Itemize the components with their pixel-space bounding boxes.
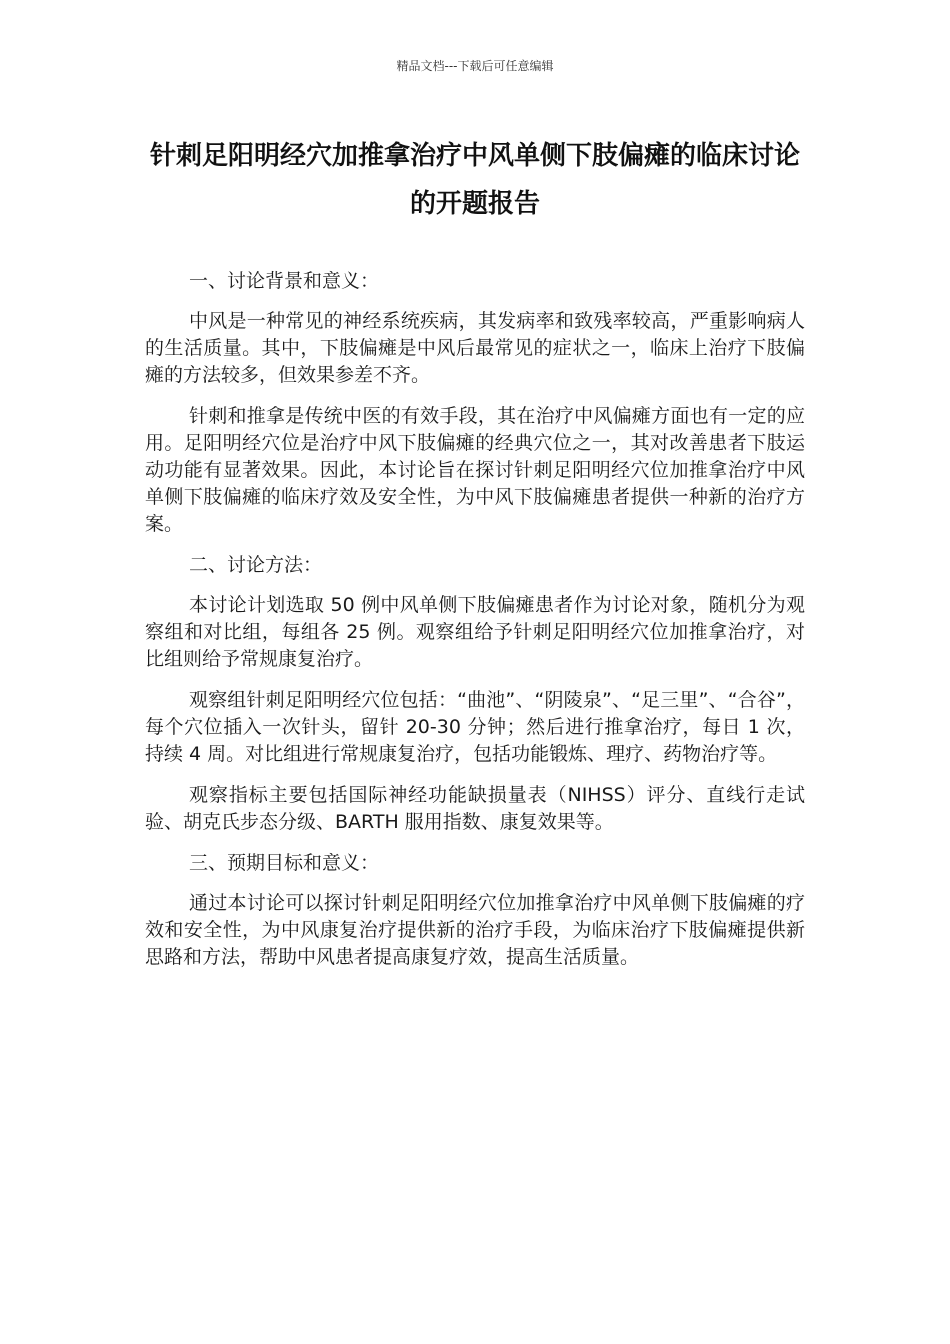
paragraph: 本讨论计划选取 50 例中风单侧下肢偏瘫患者作为讨论对象，随机分为观察组和对比组，每组各 25 例。观察组给予针刺足阳明经穴位加推拿治疗，对比组则给予常规康复治疗。 <box>145 594 805 670</box>
section-heading-goals: 三、预期目标和意义： <box>189 852 380 874</box>
header-note: 精品文档---下载后可任意编辑 <box>396 59 554 73</box>
paragraph: 观察组针刺足阳明经穴位包括：“曲池”、“阴陵泉”、“足三里”、“合谷”，每个穴位插入一次针头，留针 20-30 分钟；然后进行推拿治疗，每日 1 次，持续 4 周。对比组进行常规康复治疗，包括功能锻炼、理疗、药物治疗等。 <box>145 689 805 765</box>
paragraph: 针刺和推拿是传统中医的有效手段，其在治疗中风偏瘫方面也有一定的应用。足阳明经穴位是治疗中风下肢偏瘫的经典穴位之一，其对改善患者下肢运动功能有显著效果。因此，本讨论旨在探讨针刺足阳明经穴位加推拿治疗中风单侧下肢偏瘫的临床疗效及安全性，为中风下肢偏瘫患者提供一种新的治疗方案。 <box>145 405 805 535</box>
document-body <box>145 268 805 985</box>
document-title: 针刺足阳明经穴加推拿治疗中风单侧下肢偏瘫的临床讨论的开题报告 <box>149 141 800 219</box>
section-heading-background: 一、讨论背景和意义： <box>189 270 380 292</box>
paragraph: 通过本讨论可以探讨针刺足阳明经穴位加推拿治疗中风单侧下肢偏瘫的疗效和安全性，为中风康复治疗提供新的治疗手段，为临床治疗下肢偏瘫提供新思路和方法，帮助中风患者提高康复疗效，提高生活质量。 <box>145 892 805 968</box>
section-heading-methods: 二、讨论方法： <box>189 554 323 576</box>
paragraph: 中风是一种常见的神经系统疾病，其发病率和致残率较高，严重影响病人的生活质量。其中，下肢偏瘫是中风后最常见的症状之一，临床上治疗下肢偏瘫的方法较多，但效果参差不齐。 <box>145 310 805 386</box>
paragraph: 观察指标主要包括国际神经功能缺损量表（NIHSS）评分、直线行走试验、胡克氏步态分级、BARTH 服用指数、康复效果等。 <box>145 784 805 833</box>
